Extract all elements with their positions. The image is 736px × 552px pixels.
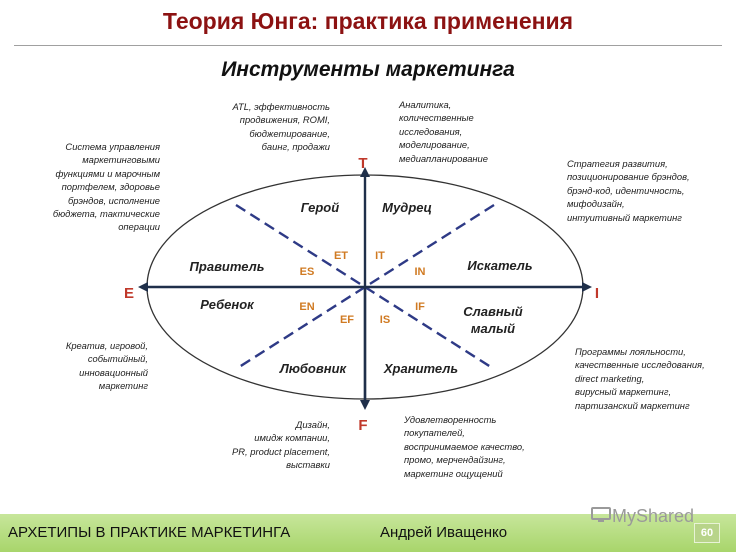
note-line: ATL, эффективность [232,101,330,112]
archetype-keeper: Хранитель [383,361,459,376]
note-line: бюджета, тактические [52,208,160,220]
note-line: медиапланирование [399,152,488,164]
code-et: ET [333,250,349,262]
note-line: маркетинг ощущений [404,467,503,479]
note-line: партизанский маркетинг [575,399,690,411]
code-is: IS [379,314,391,326]
note-line: баинг, продажи [261,141,330,153]
note-line: покупателей, [404,427,465,439]
note-line: количественные [399,112,474,124]
archetype-sage: Мудрец [382,200,432,215]
note-line: маркетинговыми [82,154,160,166]
note-line: позиционирование брэндов, [567,171,690,183]
code-en: EN [299,301,315,313]
note-line: Программы лояльности, [575,346,686,357]
note-right-lower [575,345,705,412]
note-top-right [399,98,488,165]
note-line: портфелем, здоровье [61,181,160,193]
axis-label-e: E [123,285,135,302]
note-line: Креатив, игровой, [65,340,148,351]
note-line: Стратегия развития, [567,158,668,169]
logo-icon [590,506,612,524]
axis-label-f: F [358,417,368,434]
logo-text: MyShared [612,506,695,526]
footer-author: Андрей Иващенко [380,524,508,541]
note-line: моделирование, [399,139,470,151]
note-line: качественные исследования, [575,359,705,371]
note-line: маркетинг [98,380,148,392]
note-line: direct marketing, [575,372,645,384]
note-right-upper [567,157,690,224]
note-line: Аналитика, [399,99,452,110]
note-line: вирусный маркетинг, [575,386,672,398]
page-number: 60 [694,523,720,543]
archetype-ruler: Правитель [189,259,265,274]
note-top-left [232,100,330,154]
archetype-child: Ребенок [200,297,254,312]
note-line: Дизайн, [295,419,330,430]
note-line: брэнд-код, идентичность, [567,184,685,196]
diagram-subtitle: Инструменты маркетинга [221,58,515,81]
axis-label-i: I [594,285,600,302]
note-line: имидж компании, [254,432,330,444]
axis-label-t: T [358,155,368,172]
note-line: брэндов, исполнение [68,194,160,206]
footer-title: АРХЕТИПЫ В ПРАКТИКЕ МАРКЕТИНГА [8,524,291,541]
note-line: исследования, [399,125,463,137]
note-line: бюджетирование, [249,127,330,139]
code-in: IN [414,266,426,278]
code-it: IT [375,250,385,262]
note-line: PR, product placement, [232,445,330,457]
note-line: Система управления [65,141,160,152]
archetype-lover: Любовник [279,361,347,376]
note-line: функциями и марочным [55,167,160,179]
note-line: продвижения, ROMI, [239,114,330,126]
archetype-hero: Герой [300,200,340,215]
code-ef: EF [339,314,355,326]
code-es: ES [299,266,315,278]
archetype-glorious-line2: малый [470,321,516,336]
note-line: инновационный [79,366,148,378]
note-line: воспринимаемое качество, [404,440,525,452]
note-left-upper [53,140,160,234]
archetype-seeker: Искатель [467,258,533,273]
slide-title: Теория Юнга: практика применения [162,8,574,34]
note-line: Удовлетворенность [404,414,497,425]
note-line: интуитивный маркетинг [567,211,682,223]
note-bottom-left [232,418,330,472]
code-if: IF [415,301,425,313]
watermark-logo [590,506,694,527]
note-line: событийный, [87,353,148,365]
note-line: операции [118,221,160,233]
note-line: выставки [286,459,330,471]
note-line: промо, мерчендайзинг, [404,454,506,466]
archetype-glorious-line1: Славный [463,304,523,319]
note-line: мифодизайн, [567,198,625,210]
note-bottom-right [404,413,525,480]
note-left-lower [66,339,148,393]
